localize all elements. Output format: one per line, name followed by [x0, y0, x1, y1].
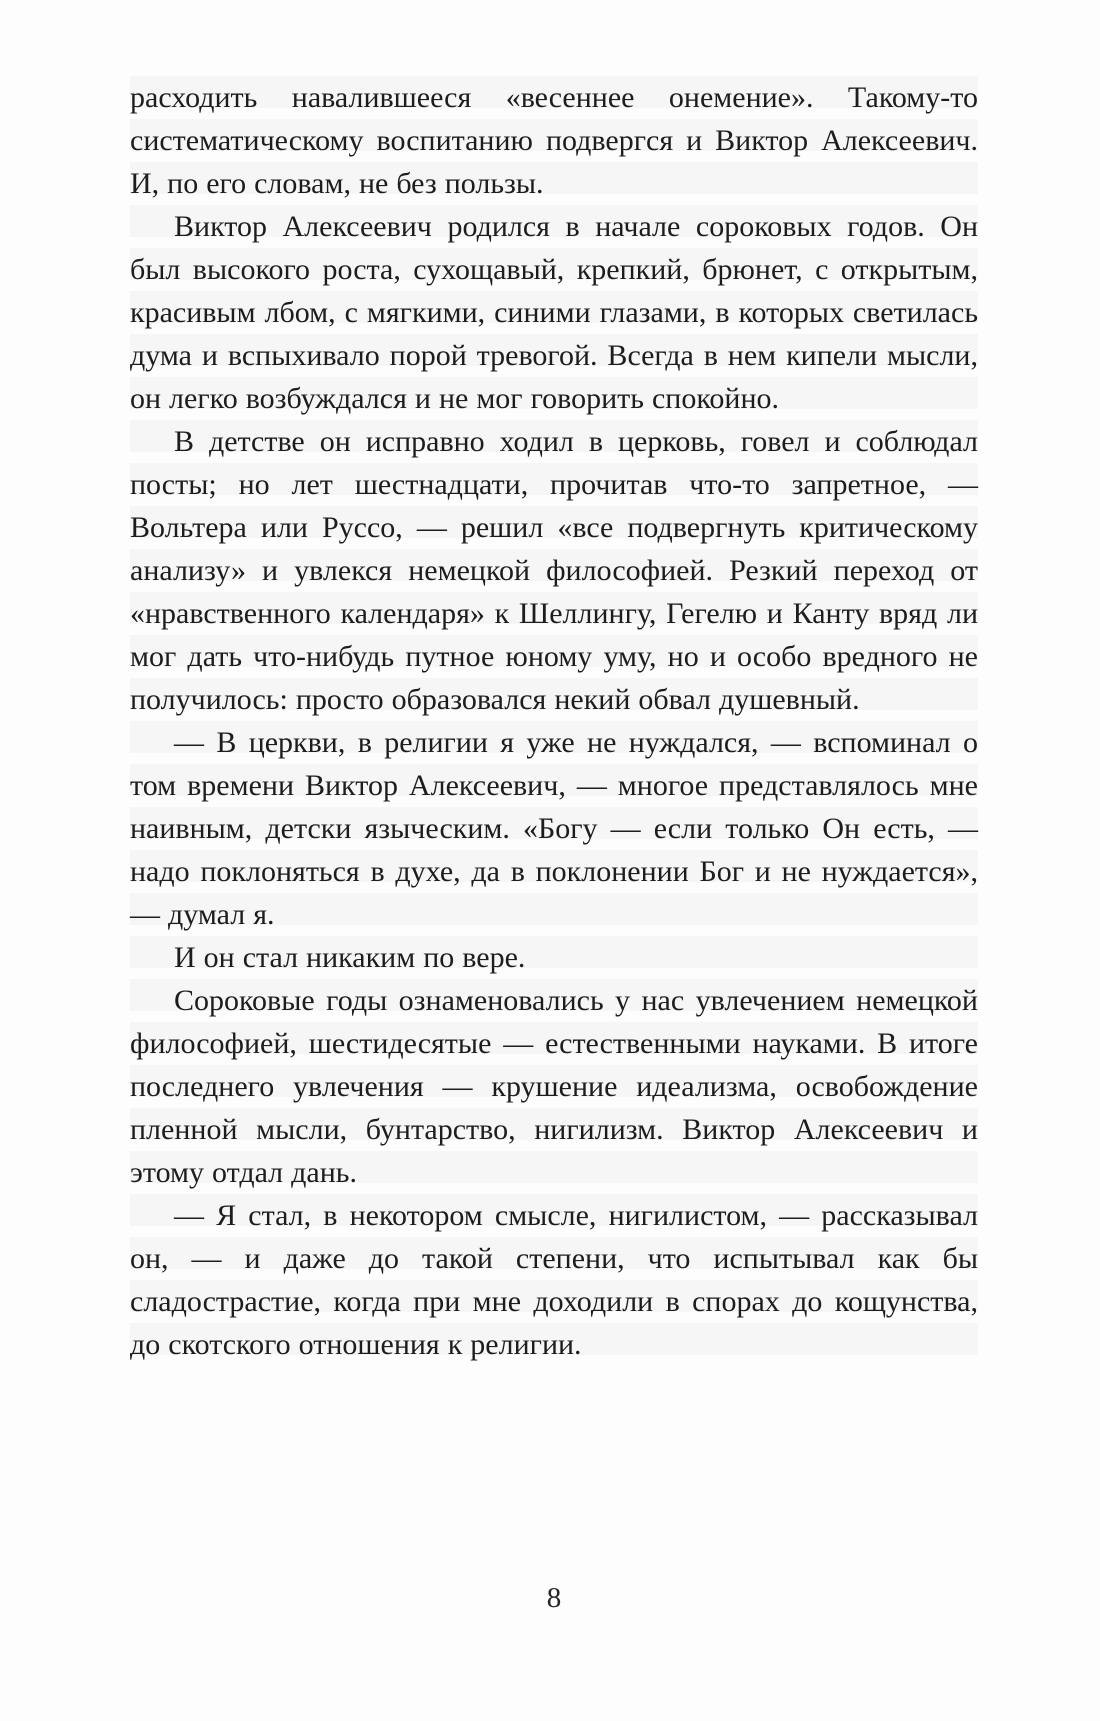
page-text-block	[130, 76, 978, 1366]
paragraph: Виктор Алексеевич родился в начале сороковых годов. Он был высокого роста, сухощавый, крепкий, брюнет, с открытым, красивым лбом, с мягкими, синими глазами, в которых светилась дума и вспыхивало порой тревогой. Всегда в нем кипели мысли, он легко возбуждался и не мог говорить спокойно.	[130, 210, 978, 415]
page-number: 8	[546, 1582, 562, 1614]
paragraph: В детстве он исправно ходил в церковь, говел и соблюдал посты; но лет шестнадцати, прочитав что-то запретное, — Вольтера или Руссо, — решил «все подвергнуть критическому анализу» и увлекся немецкой философией. Резкий переход от «нравственного календаря» к Шеллингу, Гегелю и Канту вряд ли мог дать что-нибудь путное юному уму, но и особо вредного не получилось: просто образовался некий обвал душевный.	[130, 425, 978, 716]
paragraph-continuation: расходить навалившееся «весеннее онемение». Такому-то систематическому воспитанию подвергся и Виктор Алексеевич. И, по его словам, не без пользы.	[130, 81, 978, 200]
paragraph-dialogue: — В церкви, в религии я уже не нуждался, — вспоминал о том времени Виктор Алексеевич, — многое представлялось мне наивным, детски языческим. «Богу — если только Он есть, — надо поклоняться в духе, да в поклонении Бог и не нуждается», — думал я.	[130, 726, 978, 931]
paragraph: Сороковые годы ознаменовались у нас увлечением немецкой философией, шестидесятые — естественными науками. В итоге последнего увлечения — крушение идеализма, освобождение пленной мысли, бунтарство, нигилизм. Виктор Алексеевич и этому отдал дань.	[130, 984, 978, 1189]
paragraph: И он стал никаким по вере.	[174, 941, 526, 974]
paragraph-dialogue: — Я стал, в некотором смысле, нигилистом, — рассказывал он, — и даже до такой степени, что испытывал как бы сладострастие, когда при мне доходили в спорах до кощунства, до скотского отношения к религии.	[130, 1199, 978, 1361]
